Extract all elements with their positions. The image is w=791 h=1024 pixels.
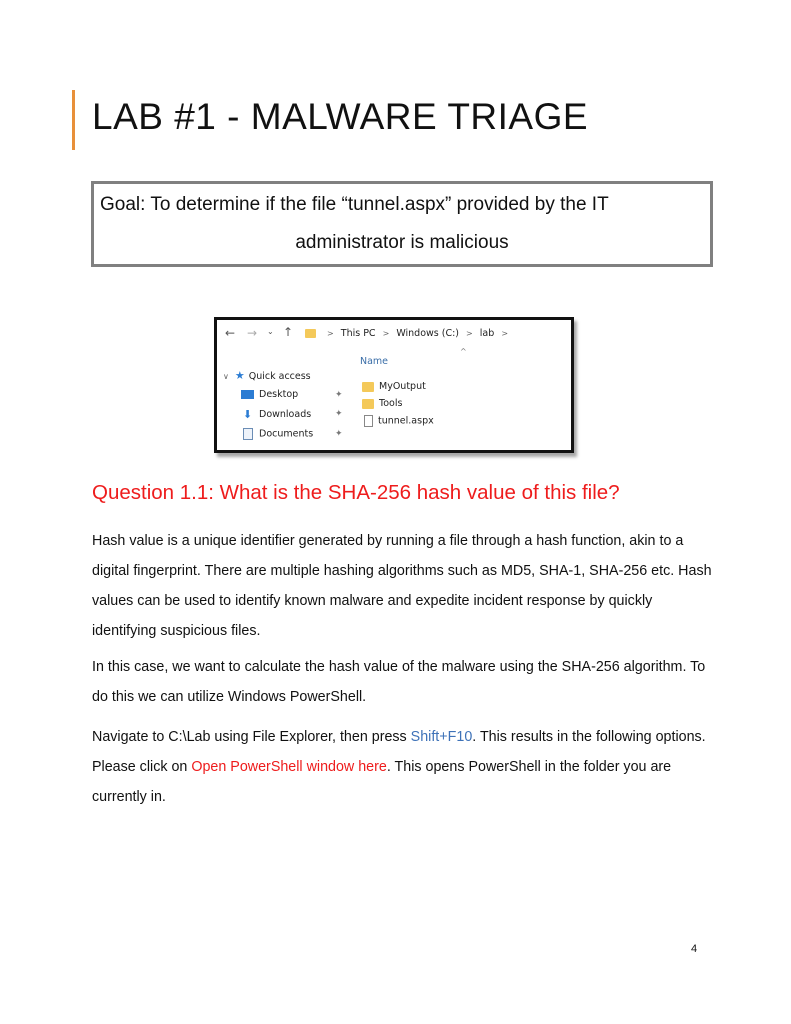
paragraph-hash-intro: Hash value is a unique identifier generated by running a file through a hash function, akin to a digital fingerprint. There are multiple hashing algorithms such as MD5, SHA-1, SHA-256 etc. Hash values can be used to identify known malware and expedite incident response by quickly identifying suspicious files.	[92, 533, 712, 639]
powershell-option-text: Open PowerShell window here	[191, 759, 387, 775]
desktop-icon	[241, 390, 254, 399]
chevron-right-icon: >	[501, 329, 509, 338]
recent-dropdown-icon: ⌄	[267, 327, 274, 336]
download-icon: ⬇	[242, 408, 253, 421]
pin-icon: ✦	[335, 390, 343, 400]
file-item-myoutput: MyOutput	[362, 381, 426, 392]
paragraph-instructions: Navigate to C:\Lab using File Explorer, then press Shift+F10. This results in the following options. Please click on Open PowerShell window here. This opens PowerShell in the folder you are currently in.	[92, 729, 706, 805]
goal-text-line-1: Goal: To determine if the file “tunnel.aspx” provided by the IT	[100, 194, 609, 215]
breadcrumb	[305, 328, 512, 339]
breadcrumb-this-pc: This PC	[340, 328, 376, 339]
shortcut-text: Shift+F10	[410, 729, 473, 745]
page-number: 4	[691, 943, 698, 955]
sidebar-quick-access: ∨ ★ Quick access	[223, 369, 311, 382]
sort-up-icon: ^	[460, 347, 467, 356]
file-icon	[364, 415, 373, 427]
pin-icon: ✦	[335, 429, 343, 439]
goal-text-line-2: administrator is malicious	[295, 232, 509, 253]
file-item-tools: Tools	[362, 398, 402, 409]
pin-icon: ✦	[335, 409, 343, 419]
chevron-right-icon: >	[327, 329, 334, 338]
star-icon: ★	[234, 369, 245, 382]
up-arrow-icon: ↑	[283, 325, 294, 339]
folder-icon	[305, 329, 316, 338]
chevron-right-icon: >	[466, 329, 473, 338]
file-explorer-screenshot	[214, 317, 574, 453]
paragraph-sha256: In this case, we want to calculate the hash value of the malware using the SHA-256 algorithm. To do this we can utilize Windows PowerShell.	[92, 659, 706, 705]
question-heading: Question 1.1: What is the SHA-256 hash value of this file?	[92, 481, 620, 504]
sidebar-item-downloads: ⬇ Downloads	[242, 408, 312, 421]
breadcrumb-lab: lab	[479, 328, 495, 339]
back-arrow-icon: ←	[225, 326, 236, 340]
forward-arrow-icon: →	[247, 326, 258, 340]
breadcrumb-windows-c: Windows (C:)	[396, 328, 460, 339]
sidebar-item-desktop: Desktop	[241, 389, 298, 400]
file-item-tunnel-aspx: tunnel.aspx	[364, 415, 434, 427]
document-icon	[243, 428, 253, 440]
chevron-down-icon: ∨	[223, 372, 229, 381]
chevron-right-icon: >	[382, 329, 390, 338]
page-title: LAB #1 - MALWARE TRIAGE	[92, 96, 589, 137]
name-column-header: Name	[360, 356, 389, 367]
folder-icon	[362, 399, 374, 409]
title-accent-bar	[72, 90, 75, 150]
sidebar-item-documents: Documents	[243, 428, 313, 440]
folder-icon	[362, 382, 374, 392]
goal-box	[91, 181, 713, 267]
